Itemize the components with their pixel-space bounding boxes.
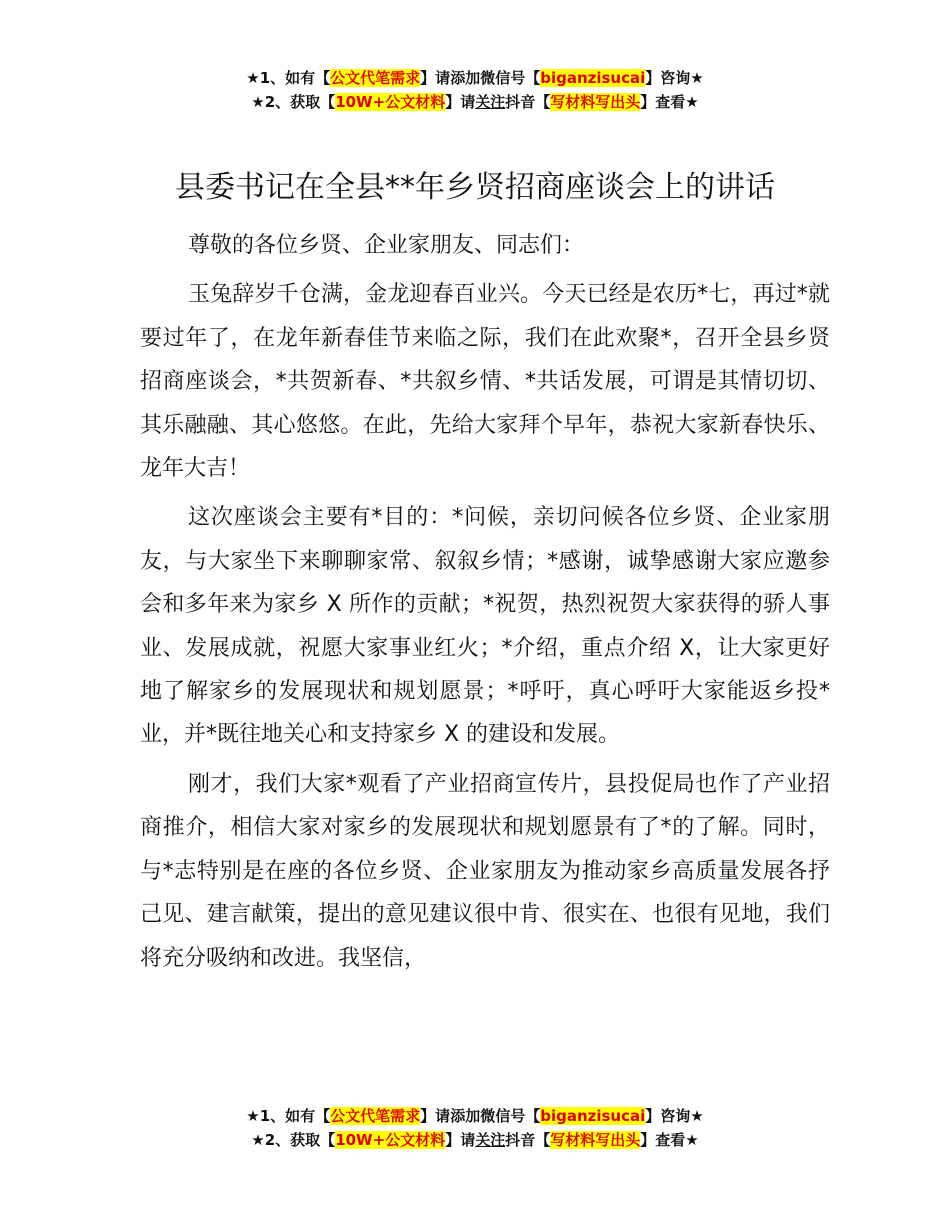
banner-highlight-service: 公文代笔需求 xyxy=(330,1107,421,1125)
paragraph-1: 玉兔辞岁千仓满，金龙迎春百业兴。今天已经是农历*七，再过*就要过年了，在龙年新春佳节来临之际，我们在此欢聚*，召开全县乡贤招商座谈会，*共贺新春、*共叙乡情、*共话发展，可谓是其情切切、其乐融融、其心悠悠。在此，先给大家拜个早年，恭祝大家新春快乐、龙年大吉！ xyxy=(140,282,830,482)
banner-text: 】请 xyxy=(420,69,451,87)
banner-emphasis: 添加 xyxy=(450,69,481,87)
header-banner-line-2 xyxy=(0,90,950,114)
banner-text: 微信号【 xyxy=(480,69,541,87)
banner-text: ★1、如有【 xyxy=(246,1107,331,1125)
banner-highlight-douyin-account: 写材料写出头 xyxy=(550,93,641,111)
banner-highlight-materials: 10W+公文材料 xyxy=(335,1131,446,1149)
banner-text: 】咨询★ xyxy=(645,1107,704,1125)
banner-text: 】请 xyxy=(420,1107,451,1125)
banner-text: 】查看★ xyxy=(640,1131,699,1149)
banner-highlight-douyin-account: 写材料写出头 xyxy=(550,1131,641,1149)
banner-text: ★2、获取【 xyxy=(251,93,336,111)
banner-highlight-wechat-id: biganzisucai xyxy=(540,1107,646,1125)
header-banner xyxy=(0,66,950,114)
banner-text: ★2、获取【 xyxy=(251,1131,336,1149)
banner-highlight-materials: 10W+公文材料 xyxy=(335,93,446,111)
banner-emphasis: 添加 xyxy=(450,1107,481,1125)
banner-text: 】查看★ xyxy=(640,93,699,111)
banner-text: 】咨询★ xyxy=(645,69,704,87)
banner-text: 微信号【 xyxy=(480,1107,541,1125)
document-title: 县委书记在全县**年乡贤招商座谈会上的讲话 xyxy=(175,170,775,205)
footer-banner-line-2 xyxy=(0,1128,950,1152)
banner-emphasis: 关注 xyxy=(475,93,506,111)
banner-highlight-service: 公文代笔需求 xyxy=(330,69,421,87)
paragraph-2: 这次座谈会主要有*目的：*问候，亲切问候各位乡贤、企业家朋友，与大家坐下来聊聊家常、叙叙乡情；*感谢，诚挚感谢大家应邀参会和多年来为家乡 X 所作的贡献；*祝贺，热烈祝贺大家获得的骄人事业、发展成就，祝愿大家事业红火；*介绍，重点介绍 X，让大家更好地了解家乡的发展现状和规划愿景；*呼吁，真心呼吁大家能返乡投*业，并*既往地关心和支持家乡 X 的建设和发展。 xyxy=(140,505,830,748)
document-body xyxy=(140,224,830,986)
footer-banner xyxy=(0,1104,950,1152)
header-banner-line-1 xyxy=(0,66,950,90)
salutation: 尊敬的各位乡贤、企业家朋友、同志们： xyxy=(188,233,585,258)
footer-banner-line-1 xyxy=(0,1104,950,1128)
banner-text: 抖音【 xyxy=(505,93,551,111)
banner-highlight-wechat-id: biganzisucai xyxy=(540,69,646,87)
banner-text: ★1、如有【 xyxy=(246,69,331,87)
paragraph-3: 刚才，我们大家*观看了产业招商宣传片，县投促局也作了产业招商推介，相信大家对家乡的发展现状和规划愿景有了*的了解。同时，与*志特别是在座的各位乡贤、企业家朋友为推动家乡高质量发展各抒己见、建言献策，提出的意见建议很中肯、很实在、也很有见地，我们将充分吸纳和改进。我坚信， xyxy=(140,771,830,971)
banner-text: 】请 xyxy=(445,1131,476,1149)
banner-text: 抖音【 xyxy=(505,1131,551,1149)
banner-text: 】请 xyxy=(445,93,476,111)
banner-emphasis: 关注 xyxy=(475,1131,506,1149)
